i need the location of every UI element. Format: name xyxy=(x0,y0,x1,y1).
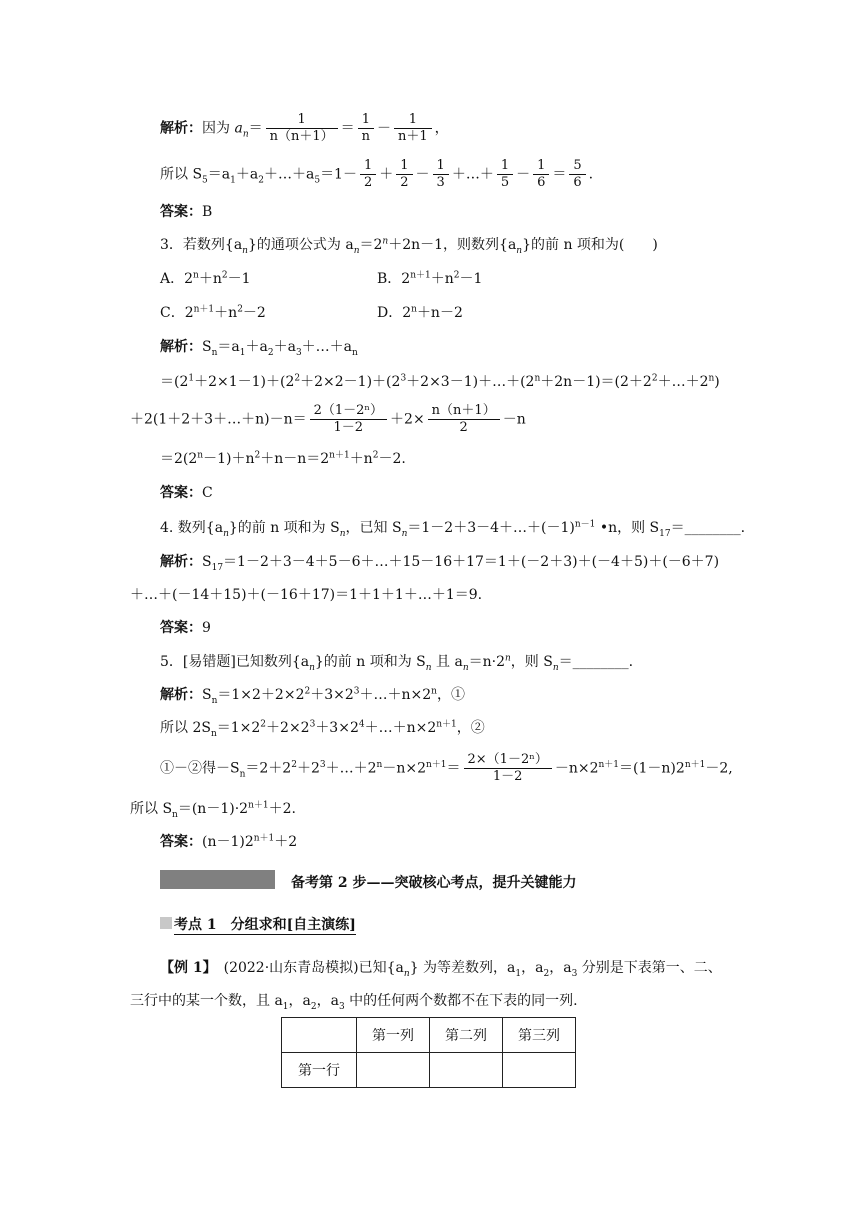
option-c: C．$2^{n+1}+n^2-2$ xyxy=(160,304,266,321)
table-header-row xyxy=(282,1018,576,1053)
table-cell xyxy=(282,1018,357,1053)
fraction: $\frac{1}{n+1}$ xyxy=(394,112,432,145)
fraction: $\frac{\text{2×（1－2ⁿ）}}{1-2}$ xyxy=(464,752,552,785)
fraction: $\frac{1}{5}$ xyxy=(497,158,513,191)
solution-5-line-4: 所以 $S_n=(n-1)\cdot 2^{n+1}+2$. xyxy=(130,800,296,820)
option-a: A．$2^n+n^2-1$ xyxy=(160,270,251,287)
solution-4-line-1: 解析：$S_{17}=1-2+3-4+5-6+\dots+15-16+17=1+(-2+3)+(-4+5)+(-6+7)$ xyxy=(160,554,720,573)
solution-3-line-4: $=2(2^n-1)+n^2+n-n=2^{n+1}+n^2-2$. xyxy=(160,450,406,467)
table-row xyxy=(282,1053,576,1088)
solution-3-line-2: $=(2^1+2\times 1-1)+(2^2+2\times 2-1)+(2^3+2\times 3-1)+\dots+(2^n+2n-1)=(2+2^2+\dots+2^n)$ xyxy=(160,373,720,390)
fraction: $\frac{1}{3}$ xyxy=(433,158,449,191)
fraction: $\frac{1}{6}$ xyxy=(533,158,549,191)
question-4: 4. 数列$\{a_n\}$的前 n 项和为 $S_n$，已知 $S_n=1-2+3-4+\dots+(-1)^{n-1}$ •n，则 $S_{17}=\_\_\_\_\_\_\_\_$. xyxy=(160,519,746,539)
answer-5: 答案：$(n-1)2^{n+1}+2$ xyxy=(160,833,298,850)
table-cell: 第二列 xyxy=(430,1018,503,1053)
fraction: $\frac{1}{n(n+1)}$ xyxy=(266,112,338,145)
fraction: $\frac{\text{2（1－2ⁿ）}}{1-2}$ xyxy=(310,403,387,436)
solution-3-line-3: ＋2(1＋2＋3＋…＋n)－n＝ $\frac{\text{2（1－2ⁿ）}}{1-2}$ ＋2× $\frac{n(n+1)}{2}$ －n xyxy=(130,403,526,435)
solution-4-line-2: ＋…＋(－14＋15)＋(－16＋17)＝1＋1＋1＋…＋1＝9. xyxy=(130,587,483,603)
question-3: 3．若数列$\{a_n\}$的通项公式为 $a_n=2^n+2n-1$，则数列$\{a_n\}$的前 n 项和为( ) xyxy=(160,236,658,256)
answer-3: 答案：C xyxy=(160,485,213,501)
example-1-line-2: 三行中的某一个数，且 $a_1$，$a_2$，$a_3$ 中的任何两个数都不在下表的同一列. xyxy=(130,993,578,1012)
fraction: $\frac{5}{6}$ xyxy=(569,158,585,191)
table-cell: 第一行 xyxy=(282,1053,357,1088)
answer-4: 答案：9 xyxy=(160,620,211,636)
question-5: 5．[易错题]已知数列$\{a_n\}$的前 n 项和为 $S_n$ 且 $a_n=n\cdot 2^n$，则 $S_n=\_\_\_\_\_\_\_\_$. xyxy=(160,653,634,673)
table-cell: 第一列 xyxy=(357,1018,430,1053)
fraction: $\frac{n(n+1)}{2}$ xyxy=(428,403,500,436)
fraction: $\frac{1}{2}$ xyxy=(360,158,376,191)
solution-5-line-3: ①－②得$-S_n=2+2^2+2^3+\dots+2^n-n\times 2^{n+1}=$ $\frac{\text{2×（1－2ⁿ）}}{1-2}$ $-n\times 2^{n+1}=(1-n)2^{n+1}-2$, xyxy=(160,752,733,784)
section-banner-title: 备考第 2 步——突破核心考点，提升关键能力 xyxy=(291,875,577,891)
table-cell xyxy=(430,1053,503,1088)
topic-heading: 考点 1 分组求和[自主演练] xyxy=(174,917,356,933)
example-1-line-1: 【例 1】 (2022·山东青岛模拟)已知$\{a_n\}$ 为等差数列，$a_1$，$a_2$，$a_3$ 分别是下表第一、二、 xyxy=(160,960,722,979)
table-cell xyxy=(503,1053,576,1088)
data-table xyxy=(281,1017,576,1088)
option-d: D．$2^n+n-2$ xyxy=(377,304,463,321)
solution-line-1: 解析：因为 $a_n=$ $\frac{1}{n(n+1)}$ ＝ $\frac{1}{n}$ － $\frac{1}{n+1}$ ， xyxy=(160,112,449,144)
fraction: $\frac{1}{n}$ xyxy=(358,112,374,145)
solution-line-2: 所以 $S_5=a_1+a_2+\dots+a_5=1-$ $\frac{1}{2}$ ＋ $\frac{1}{2}$ － $\frac{1}{3}$ ＋…＋ $\frac{1}{5}$ － $\frac{1}{6}$ ＝ $\frac{5}{6}$ . xyxy=(160,158,594,190)
section-banner-bar xyxy=(160,870,275,889)
solution-3-line-1: 解析：$S_n=a_1+a_2+a_3+\dots+a_n$ xyxy=(160,339,358,358)
square-icon xyxy=(160,917,172,929)
table-cell: 第三列 xyxy=(503,1018,576,1053)
solution-5-line-1: 解析：$S_n=1\times 2+2\times 2^2+3\times 2^3+\dots+n\times 2^n$，① xyxy=(160,686,465,706)
answer-1: 答案：B xyxy=(160,204,213,220)
fraction: $\frac{1}{2}$ xyxy=(396,158,412,191)
table-cell xyxy=(357,1053,430,1088)
option-b: B．$2^{n+1}+n^2-1$ xyxy=(377,270,483,287)
solution-5-line-2: 所以 $2S_n=1\times 2^2+2\times 2^3+3\times 2^4+\dots+n\times 2^{n+1}$，② xyxy=(160,719,485,739)
